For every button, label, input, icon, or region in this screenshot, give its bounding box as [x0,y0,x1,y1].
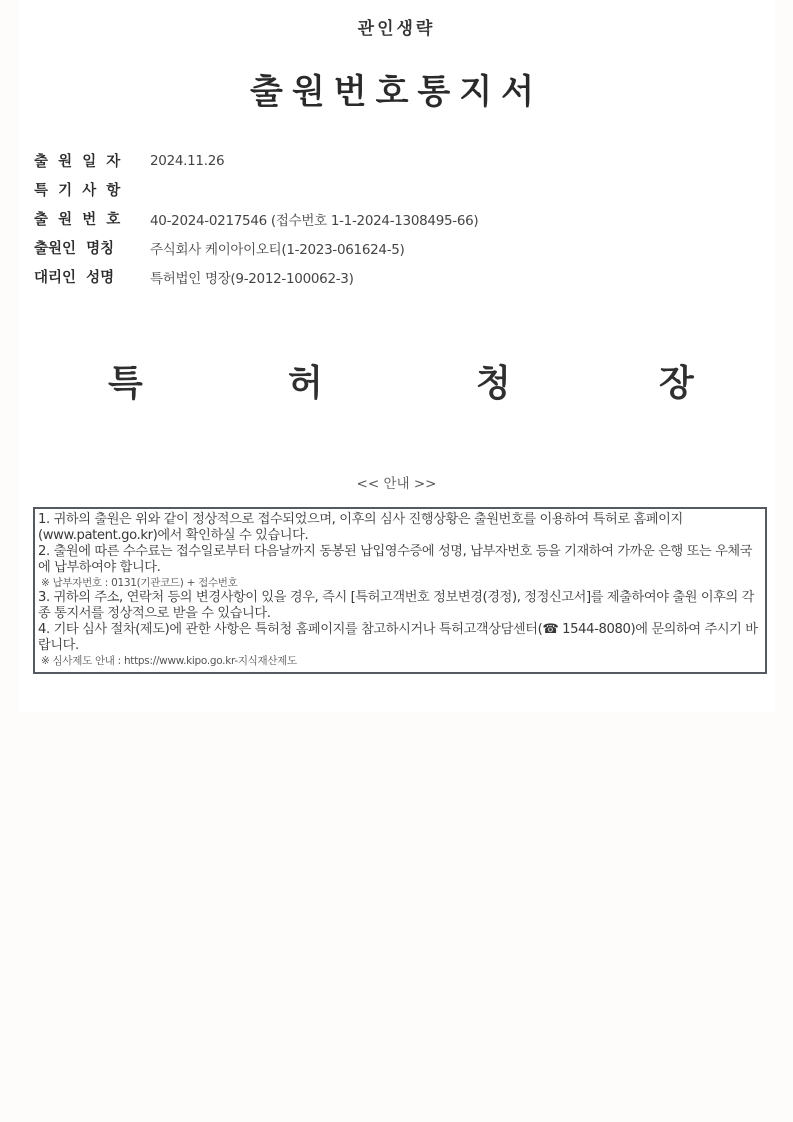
page-title: 출원번호통지서 [250,72,543,112]
info-row-application-number [34,204,478,233]
authority-char: 허 [288,363,323,404]
guide-item: 3. 귀하의 주소, 연락처 등의 변경사항이 있을 경우, 즉시 [특허고객번호 정보변경(경정), 정정신고서]를 제출하여야 출원 이후의 각종 통지서를 정상적으로 받을 수 있습니다. [38,590,754,621]
seal-omitted-note: 관인생략 [357,19,436,39]
info-row-agent-name [34,262,478,291]
authority-char: 장 [659,363,694,404]
applicant-name-value: 주식회사 케이아이오티(1-2023-061624-5) [150,241,405,258]
application-number-label: 출 원 번 호 [34,212,121,228]
authority-char: 청 [476,363,511,404]
application-info [34,146,478,291]
issuing-authority [0,355,793,405]
agent-name-label: 대리인 성명 [34,270,115,286]
agent-name-value: 특허법인 명장(9-2012-100062-3) [150,270,354,287]
guide-note: ※ 납부자번호 : 0131(기관코드) + 접수번호 [41,577,238,589]
application-number-value: 40-2024-0217546 (접수번호 1-1-2024-1308495-66) [150,212,479,229]
guide-heading: << 안내 >> [356,476,437,492]
filing-date-value: 2024.11.26 [150,152,225,169]
info-row-applicant-name [34,233,478,262]
authority-char: 특 [108,363,143,404]
applicant-name-label: 출원인 명칭 [34,241,115,257]
filing-date-label: 출 원 일 자 [34,154,121,170]
guide-item: 4. 기타 심사 절차(제도)에 관한 사항은 특허청 홈페이지를 참고하시거나 특허고객상담센터(☎ 1544-8080)에 문의하여 주시기 바랍니다. [38,622,758,653]
guide-notice-box [33,507,767,674]
info-row-filing-date [34,146,478,175]
guide-item: 1. 귀하의 출원은 위와 같이 정상적으로 접수되었으며, 이후의 심사 진행상황은 출원번호를 이용하여 특허로 홈페이지(www.patent.go.kr)에서 확인하실 수 있습니다. [38,512,683,543]
guide-note: ※ 심사제도 안내 : https://www.kipo.go.kr-지식재산제도 [41,655,297,667]
guide-item: 2. 출원에 따른 수수료는 접수일로부터 다음날까지 동봉된 납입영수증에 성명, 납부자번호 등을 기재하여 가까운 은행 또는 우체국에 납부하여야 합니다. [38,544,753,575]
info-row-special-notes [34,175,478,204]
special-notes-label: 특 기 사 항 [34,183,121,199]
